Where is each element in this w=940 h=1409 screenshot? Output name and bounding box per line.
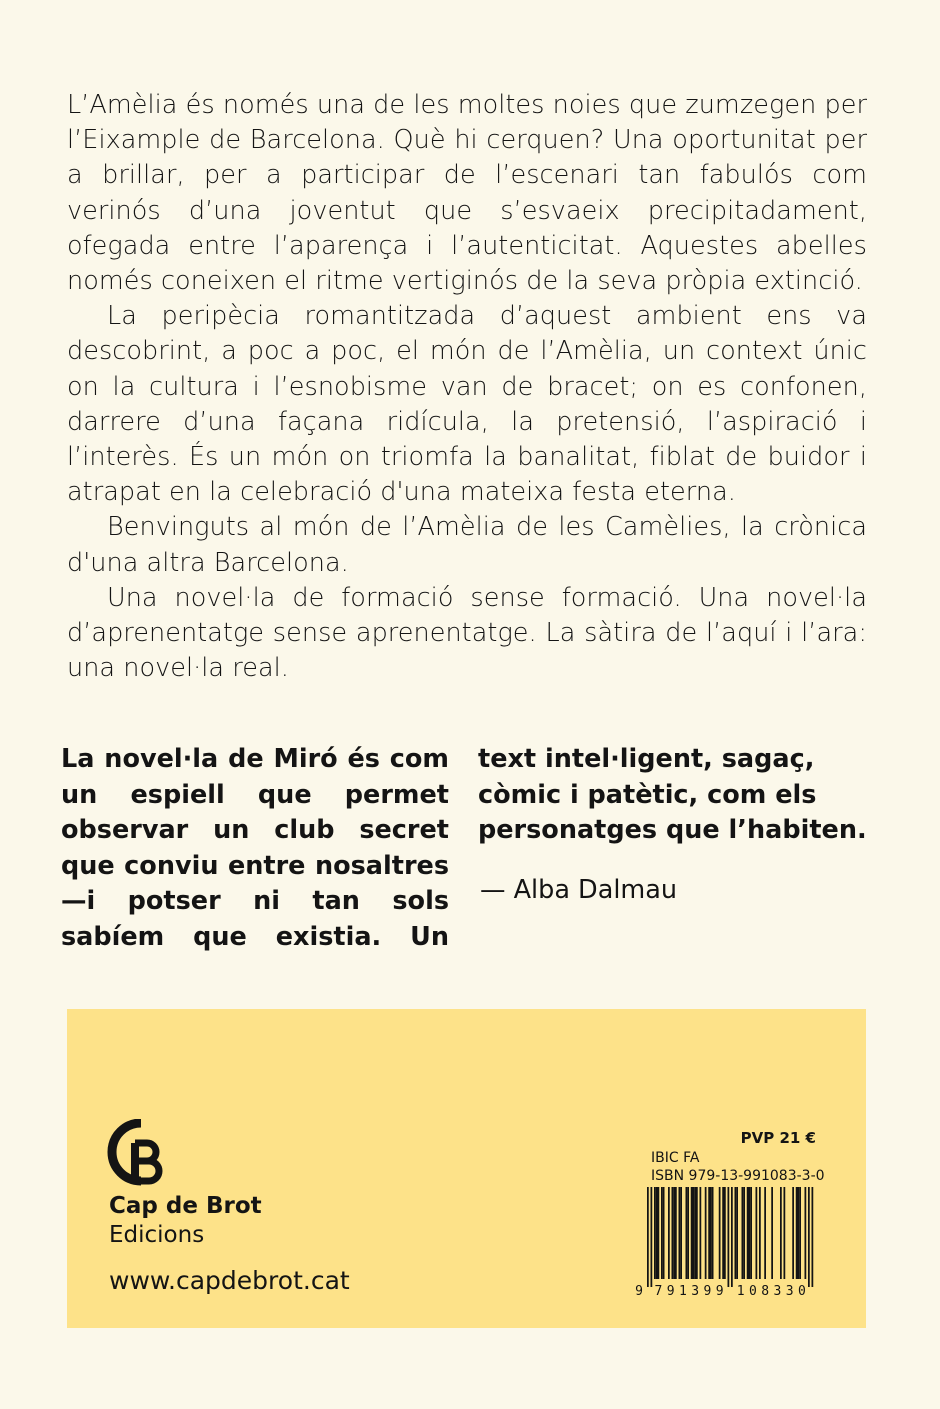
publisher-name-sub: Edicions <box>109 1222 205 1248</box>
publisher-footer-band <box>67 1009 866 1328</box>
barcode-bar <box>808 1187 810 1287</box>
barcode-bar <box>812 1187 814 1287</box>
publisher-name-main: Cap de Brot <box>109 1193 262 1219</box>
barcode-bar <box>722 1187 724 1279</box>
barcode-bar <box>780 1187 782 1279</box>
barcode-bar <box>656 1187 658 1279</box>
ibic-code: IBIC FA <box>651 1150 700 1166</box>
barcode-bar <box>693 1187 695 1279</box>
barcode-bar <box>749 1187 751 1279</box>
blurb-paragraph-2: La peripècia romantitzada d’aquest ambient ens va descobrint, a poc a poc, el món de l’Amèlia, un context únic on la cultura i l’esnobisme van de bracet; on es confonen, darrere d’una façana ridícula, la pretensió, l’aspiració i l’interès. És un món on triomfa la banalitat, fiblat de buidor i atrapat en la celebració d'una mateixa festa eterna. <box>67 301 867 508</box>
price-label: PVP 21 € <box>740 1129 816 1147</box>
barcode-digit: 8 <box>761 1284 770 1299</box>
barcode-bar <box>651 1187 653 1287</box>
isbn-barcode <box>633 1187 819 1301</box>
quote-attribution: — Alba Dalmau <box>480 874 678 905</box>
barcode-digit: 7 <box>654 1284 663 1299</box>
review-quote-left: La novel·la de Miró és com un espiell que permet observar un club secret que conviu entre nosaltres —i potser ni tan sols sabíem que existia. Un <box>61 744 449 952</box>
barcode-digit: 0 <box>748 1284 757 1299</box>
barcode-bar <box>792 1187 794 1279</box>
barcode-bar <box>647 1187 649 1287</box>
barcode-bar <box>756 1187 758 1279</box>
product-codes <box>651 1149 825 1185</box>
barcode-bar <box>742 1187 744 1279</box>
barcode-bar <box>672 1187 674 1279</box>
barcode-digit: 9 <box>666 1284 675 1299</box>
barcode-bar <box>764 1187 766 1279</box>
barcode-bar <box>798 1187 800 1279</box>
barcode-bar <box>728 1187 730 1287</box>
barcode-bar <box>696 1187 698 1279</box>
barcode-bar <box>784 1187 786 1279</box>
barcode-bar <box>736 1187 738 1279</box>
barcode-digit: 3 <box>773 1284 782 1299</box>
barcode-bar <box>735 1187 737 1279</box>
barcode-bar <box>691 1187 693 1279</box>
barcode-digit: 9 <box>703 1284 712 1299</box>
barcode-bar <box>799 1187 801 1279</box>
barcode-bar <box>694 1187 696 1279</box>
barcode-digit: 1 <box>678 1284 687 1299</box>
barcode-bar <box>712 1187 714 1279</box>
cap-de-brot-logo-icon <box>107 1119 167 1187</box>
barcode-bar <box>796 1187 798 1279</box>
barcode-digit: 3 <box>785 1284 794 1299</box>
barcode-digit: 3 <box>691 1284 700 1299</box>
barcode-bar <box>719 1187 721 1279</box>
barcode-bar <box>654 1187 656 1279</box>
barcode-bar <box>700 1187 702 1279</box>
blurb-paragraph-3: Benvinguts al món de l’Amèlia de les Camèlies, la crònica d'una altra Barcelona. <box>67 512 867 578</box>
barcode-bar <box>680 1187 682 1279</box>
barcode-bar <box>710 1187 712 1279</box>
barcode-bar <box>658 1187 660 1279</box>
review-quote-right <box>478 742 868 908</box>
barcode-bar <box>750 1187 752 1279</box>
barcode-bar <box>708 1187 710 1279</box>
barcode-bar <box>679 1187 681 1279</box>
barcode-digit: 1 <box>736 1284 745 1299</box>
barcode-bar <box>743 1187 745 1279</box>
back-cover-blurb <box>67 88 867 686</box>
barcode-bar <box>731 1187 733 1287</box>
review-quote-continuation: text intel·ligent, sagaç, còmic i patètic, com els personatges que l’habiten. <box>478 744 867 845</box>
barcode-digit: 9 <box>715 1284 724 1299</box>
barcode-bar <box>668 1187 670 1279</box>
barcode-bar <box>747 1187 749 1279</box>
barcode-bar <box>675 1187 677 1279</box>
barcode-bar <box>663 1187 665 1279</box>
barcode-digit: 0 <box>797 1284 806 1299</box>
publisher-name <box>109 1192 262 1250</box>
blurb-paragraph-4: Una novel·la de formació sense formació. Una novel·la d’aprenentatge sense aprenentatge. La sàtira de l’aquí i l’ara: una novel·la real. <box>67 582 867 684</box>
barcode-bar <box>687 1187 689 1279</box>
isbn-code: ISBN 979-13-991083-3-0 <box>651 1168 825 1184</box>
barcode-bar <box>724 1187 726 1279</box>
barcode-bar <box>673 1187 675 1279</box>
blurb-paragraph-1: L’Amèlia és només una de les moltes noies que zumzegen per l’Eixample de Barcelona. Què hi cerquen? Una oportunitat per a brillar, per a participar de l’escenari tan fabulós com verinós d’una joventut que s’esvaeix precipitadament, ofegada entre l’aparença i l’autenticitat. Aquestes abelles només coneixen el ritme vertiginós de la seva pròpia extinció. <box>67 90 867 297</box>
barcode-bar <box>705 1187 707 1279</box>
barcode-bar <box>686 1187 688 1279</box>
barcode-bar <box>771 1187 773 1279</box>
barcode-bar <box>805 1187 807 1279</box>
barcode-bar <box>661 1187 663 1279</box>
barcode-bar <box>759 1187 761 1279</box>
barcode-digit: 9 <box>635 1284 643 1299</box>
publisher-url: www.capdebrot.cat <box>109 1266 350 1295</box>
